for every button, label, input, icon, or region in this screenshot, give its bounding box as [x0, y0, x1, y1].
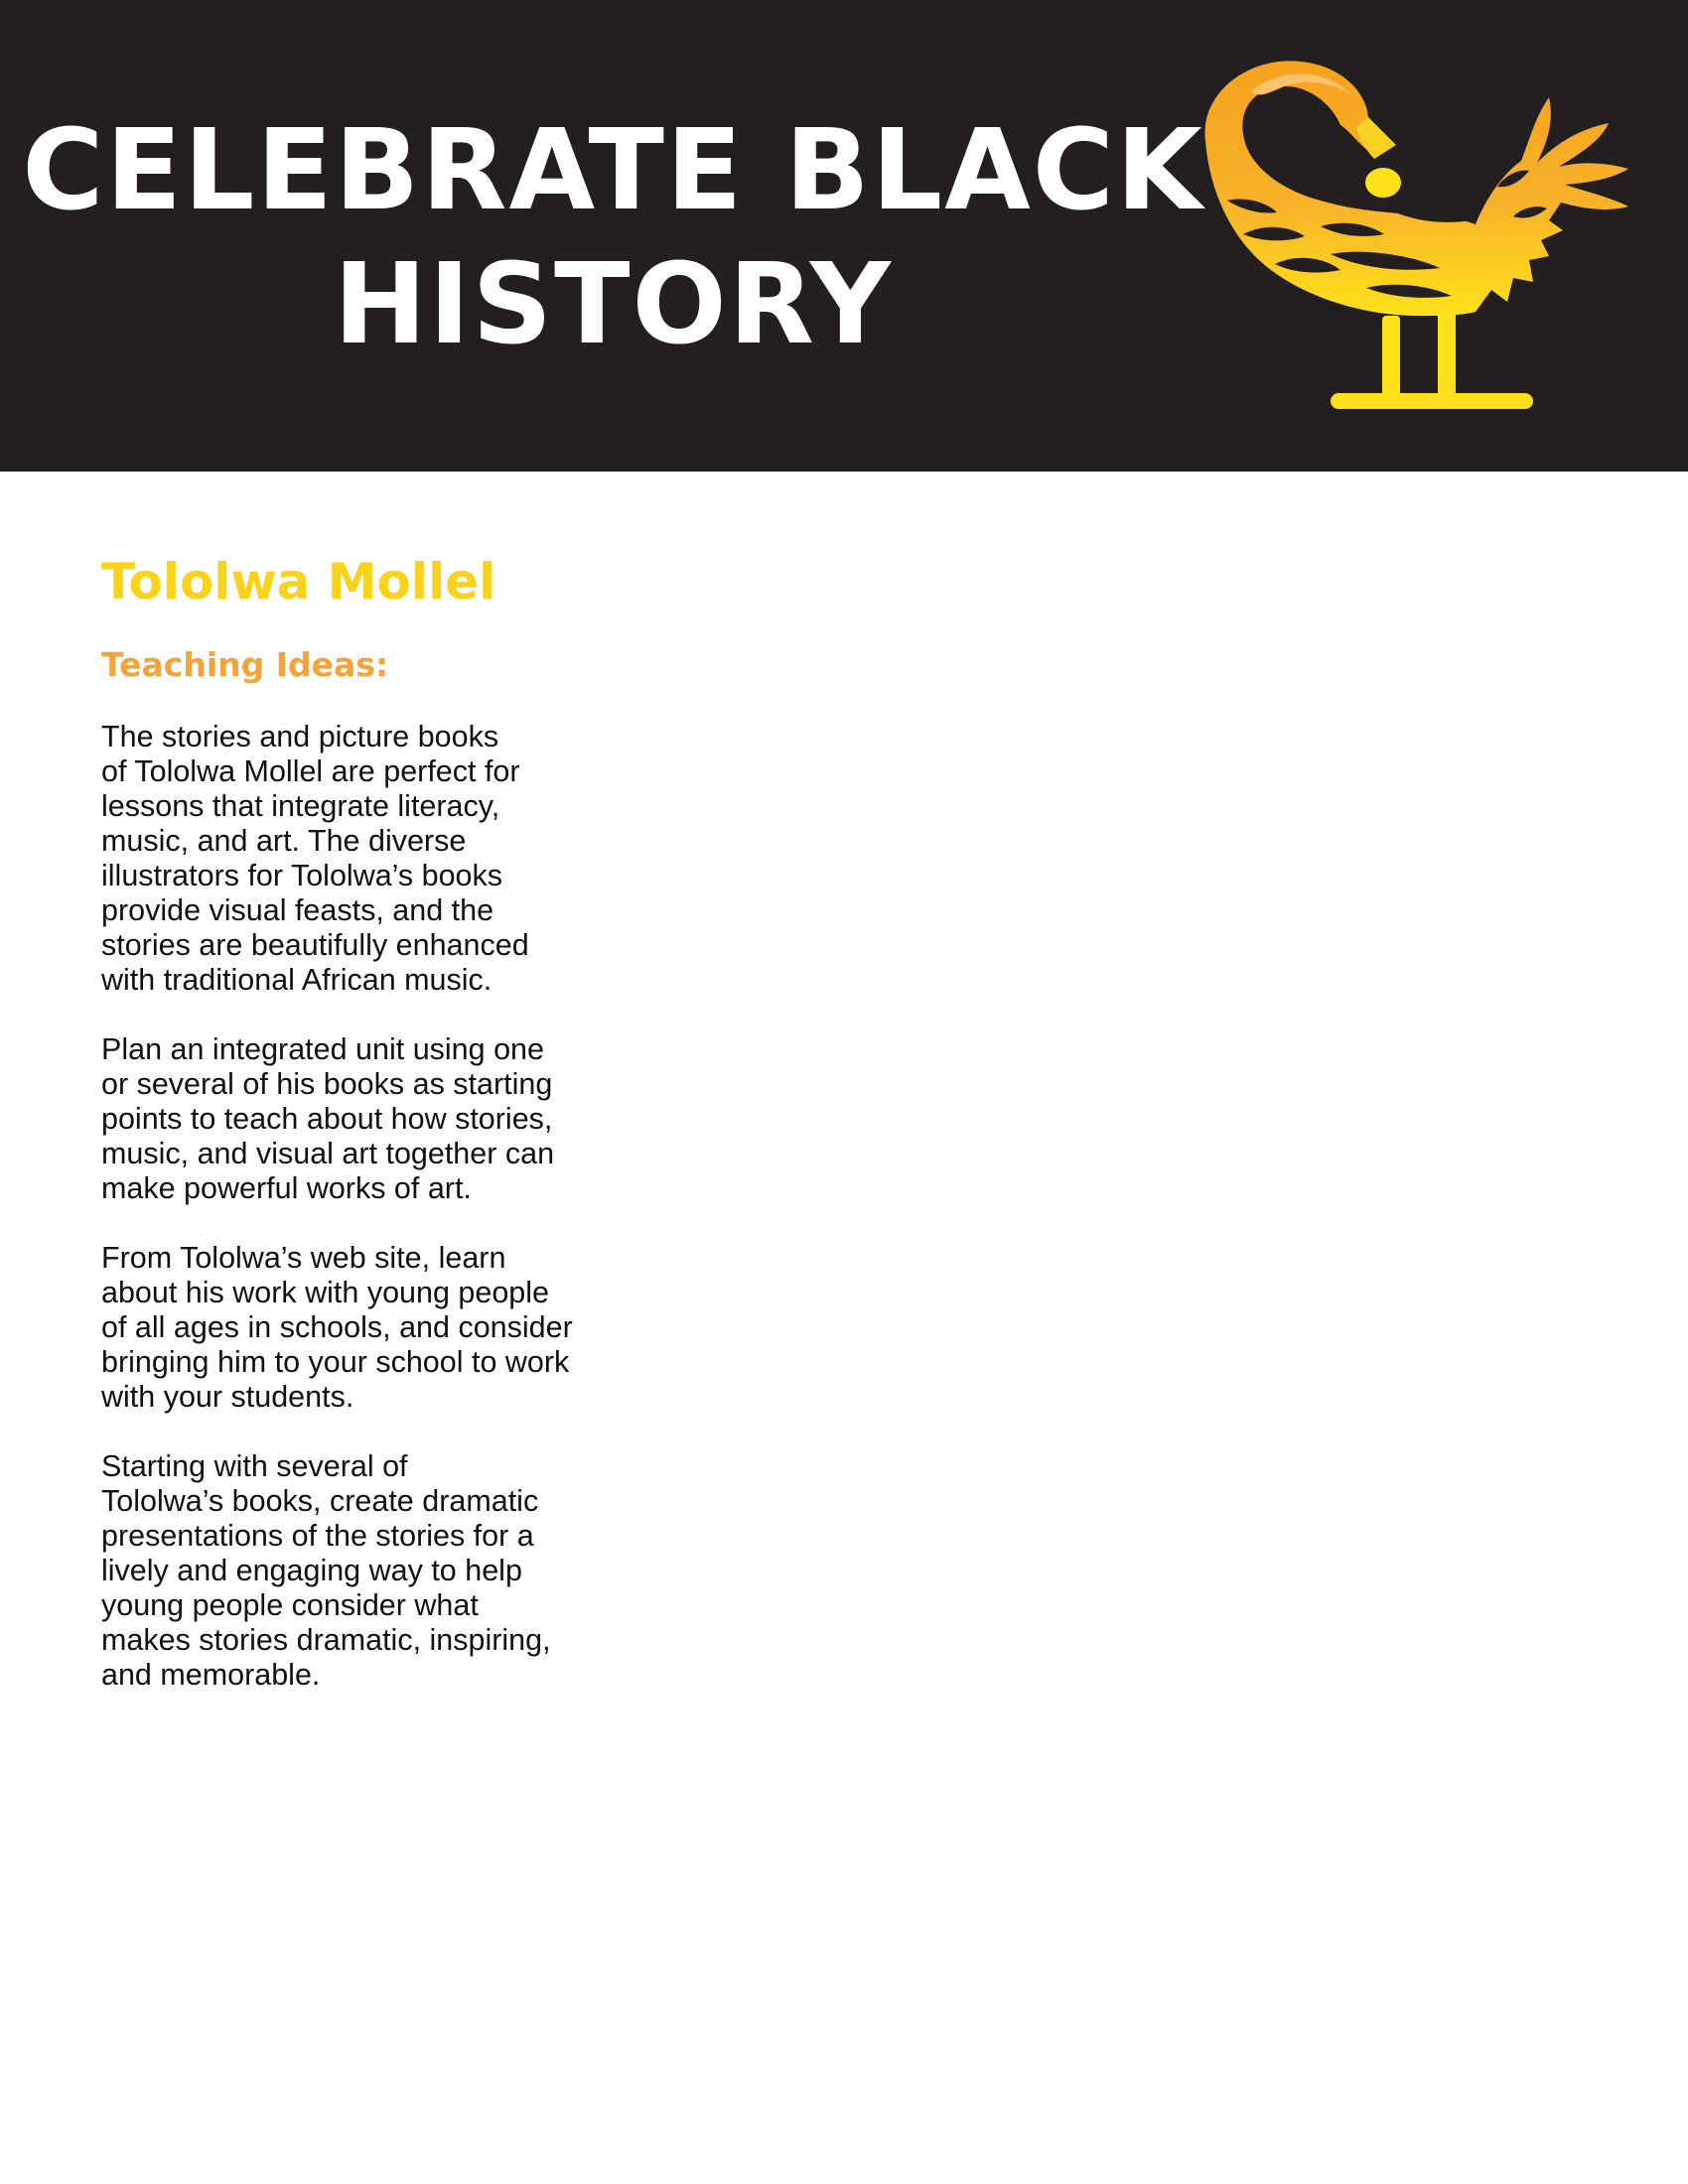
page-title [0, 104, 1226, 372]
paragraph-4: Starting with several of Tololwa’s books, create dramatic presentations of the stories for a lively and engaging way to help young people consider what makes stories dramatic, inspiring, and memorable. [101, 1449, 551, 1692]
paragraph-3: From Tololwa’s web site, learn about his work with young people of all ages in schools, and consider bringing him to your school to work with your students. [101, 1241, 573, 1414]
page-title-line-1: CELEBRATE BLACK [22, 106, 1204, 235]
section-heading: Teaching Ideas: [101, 645, 389, 684]
paragraph-1: The stories and picture books of Tololwa Mollel are perfect for lessons that integrate literacy, music, and art. The diverse illustrators for Tololwa’s books provide visual feasts, and the stories are beautifully enhanced with traditional African music. [101, 720, 529, 997]
main-content [101, 544, 657, 1693]
header-banner [0, 0, 1688, 472]
page-title-line-2: HISTORY [334, 240, 893, 369]
paragraph-2: Plan an integrated unit using one or several of his books as starting points to teach about how stories, music, and visual art together can make powerful works of art. [101, 1032, 555, 1205]
sankofa-bird-icon [1192, 52, 1638, 421]
author-name: Tololwa Mollel [101, 553, 496, 611]
